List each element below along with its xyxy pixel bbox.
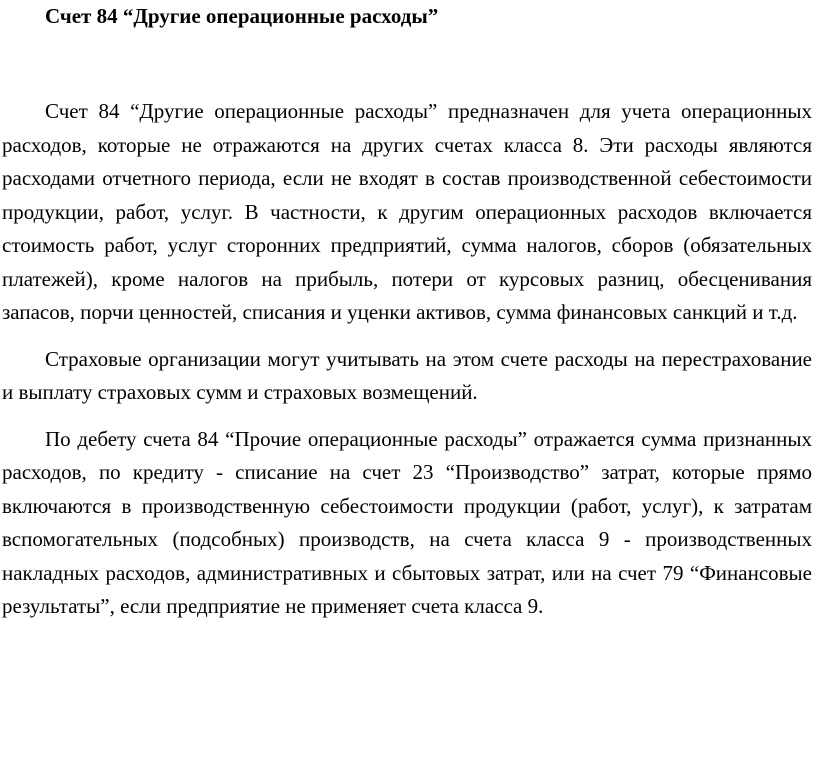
paragraph-account-purpose: Счет 84 “Другие операционные расходы” предназначен для учета операционных расходов, которые не отражаются на других счетах класса 8. Эти расходы являются расходами отчетного периода, если не входят в состав производственной себестоимости продукции, работ, услуг. В частности, к другим операционных расходов включается стоимость работ, услуг сторонних предприятий, сумма налогов, сборов (обязательных платежей), кроме налогов на прибыль, потери от курсовых разниц, обесценивания запасов, порчи ценностей, списания и уценки активов, сумма финансовых санкций и т.д. (2, 99, 812, 324)
paragraph-debit-credit: По дебету счета 84 “Прочие операционные расходы” отражается сумма признанных расходов, по кредиту - списание на счет 23 “Производство” затрат, которые прямо включаются в производственную себестоимости продукции (работ, услуг), к затратам вспомогательных (подсобных) производств, на счета класса 9 - производственных накладных расходов, административных и сбытовых затрат, или на счет 79 “Финансовые результаты”, если предприятие не применяет счета класса 9. (2, 426, 812, 618)
paragraph-insurance: Страховые организации могут учитывать на этом счете расходы на перестрахование и выплату страховых сумм и страховых возмещений. (2, 346, 812, 404)
document-body (2, 95, 812, 637)
page-title: Счет 84 “Другие операционные расходы” (45, 4, 439, 28)
